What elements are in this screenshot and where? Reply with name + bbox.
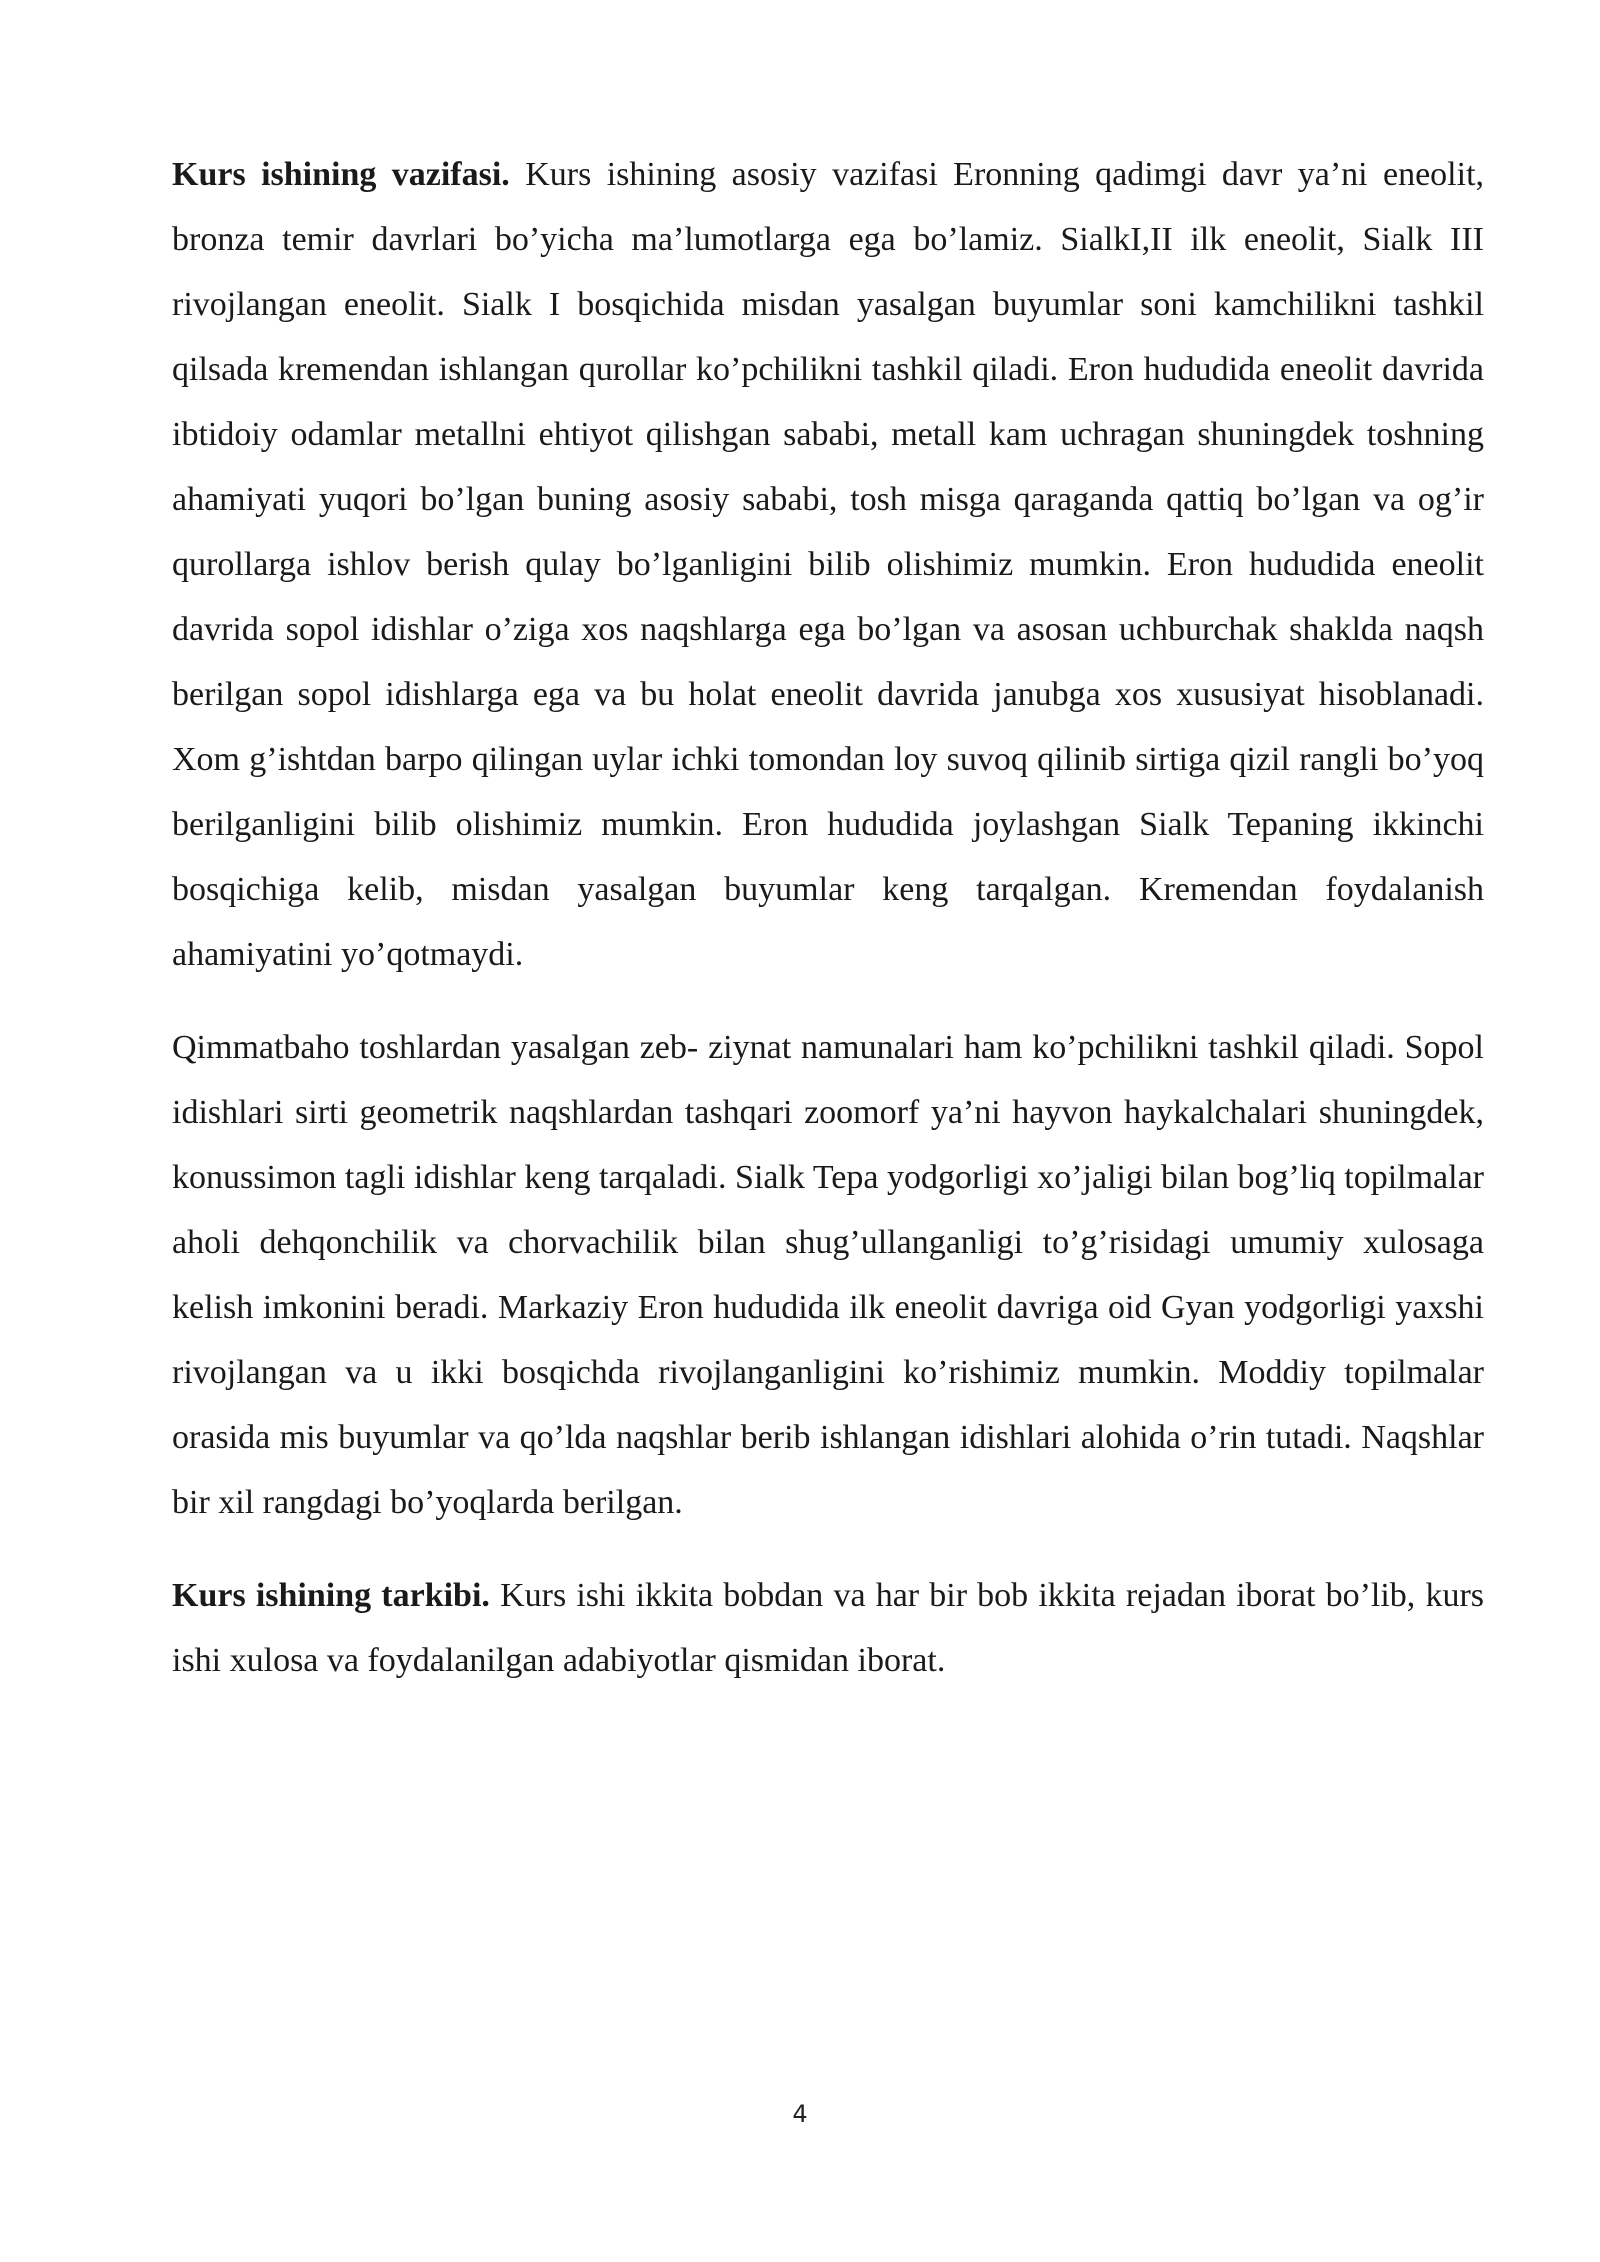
- paragraph-findings: [172, 1015, 1484, 1535]
- page-number: 4: [792, 2100, 808, 2128]
- paragraph-task: [172, 142, 1484, 987]
- paragraph-heading-structure: Kurs ishining tarkibi.: [172, 1577, 490, 1614]
- paragraph-text-structure: Kurs ishi ikkita bobdan va har bir bob ikkita rejadan iborat bo’lib, kurs ishi xulosa va foydalanilgan adabiyotlar qismidan iborat.: [172, 1577, 1484, 1679]
- page-body: [172, 142, 1484, 1721]
- paragraph-text-findings: Qimmatbaho toshlardan yasalgan zeb- ziynat namunalari ham ko’pchilikni tashkil qiladi. Sopol idishlari sirti geometrik naqshlardan tashqari zoomorf ya’ni hayvon haykalchalari shuningdek, konussimon tagli idishlar keng tarqaladi. Sialk Tepa yodgorligi xo’jaligi bilan bog’liq topilmalar aholi dehqonchilik va chorvachilik bilan shug’ullanganligi to’g’risidagi umumiy xulosaga kelish imkonini beradi. Markaziy Eron hududida ilk eneolit davriga oid Gyan yodgorligi yaxshi rivojlangan va u ikki bosqichda rivojlanganligini ko’rishimiz mumkin. Moddiy topilmalar orasida mis buyumlar va qo’lda naqshlar berib ishlangan idishlari alohida o’rin tutadi. Naqshlar bir xil rangdagi bo’yoqlarda berilgan.: [172, 1029, 1484, 1521]
- paragraph-structure: [172, 1563, 1484, 1693]
- paragraph-heading-task: Kurs ishining vazifasi.: [172, 156, 510, 193]
- paragraph-text-task: Kurs ishining asosiy vazifasi Eronning qadimgi davr ya’ni eneolit, bronza temir davrlari bo’yicha ma’lumotlarga ega bo’lamiz. SialkI,II ilk eneolit, Sialk III rivojlangan eneolit. Sialk I bosqichida misdan yasalgan buyumlar soni kamchilikni tashkil qilsada kremendan ishlangan qurollar ko’pchilikni tashkil qiladi. Eron hududida eneolit davrida ibtidoiy odamlar metallni ehtiyot qilishgan sababi, metall kam uchragan shuningdek toshning ahamiyati yuqori bo’lgan buning asosiy sababi, tosh misga qaraganda qattiq bo’lgan va og’ir qurollarga ishlov berish qulay bo’lganligini bilib olishimiz mumkin. Eron hududida eneolit davrida sopol idishlar o’ziga xos naqshlarga ega bo’lgan va asosan uchburchak shaklda naqsh berilgan sopol idishlarga ega va bu holat eneolit davrida janubga xos xususiyat hisoblanadi. Xom g’ishtdan barpo qilingan uylar ichki tomondan loy suvoq qilinib sirtiga qizil rangli bo’yoq berilganligini bilib olishimiz mumkin. Eron hududida joylashgan Sialk Tepaning ikkinchi bosqichiga kelib, misdan yasalgan buyumlar keng tarqalgan. Kremendan foydalanish ahamiyatini yo’qotmaydi.: [172, 156, 1485, 973]
